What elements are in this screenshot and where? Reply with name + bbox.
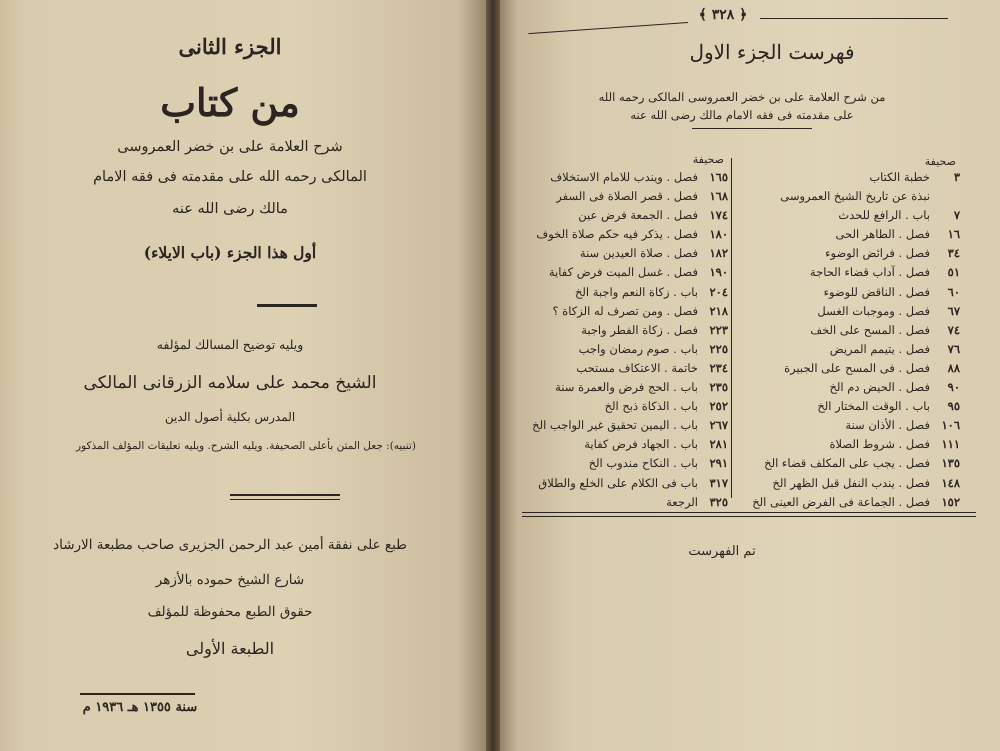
toc-entry [760,323,960,342]
toc-entry-page: ١٩٠ [709,265,728,280]
toc-entry-title: فصل . يتيمم المريض [829,341,930,356]
header-rule-left [528,22,688,34]
toc-entry-page: ٣ [953,170,960,184]
toc-entry-title: فصل . آداب قضاء الحاجة [809,265,930,280]
toc-entry-page: ٢٣٤ [709,360,728,375]
toc-entry-title: نبذة عن تاريخ الشيخ العمروسى [780,189,930,204]
toc-entry-page: ٢٢٥ [709,341,728,356]
toc-entry [510,227,728,246]
toc-entry-page: ١١١ [941,437,960,452]
toc-entry-page: ١٧٤ [709,208,728,223]
toc-entry-page: ٧٤ [947,322,960,337]
toc-entry-page: ٦٠ [947,284,960,299]
toc-entry [752,494,960,514]
toc-entry [510,208,728,227]
toc-entry [760,265,960,284]
toc-entry-title: باب فى الكلام على الخلع والطلاق [538,475,698,490]
toc-entry [510,285,728,304]
title-page [0,0,492,751]
toc-entry-page: ١٠٦ [941,418,960,433]
toc-entry-title: فصل . زكاة الفطر واجبة [581,322,698,337]
title-line-3: مالك رضى الله عنه [172,201,288,217]
toc-entry-title: فصل . فى المسح على الجبيرة [784,360,930,375]
col-heading-right: صحيفة [924,155,956,168]
toc-entry-page: ٢٣٥ [709,380,728,395]
toc-entry [760,437,960,456]
toc-entry-title: باب . الذكاة ذبح الخ [604,399,698,414]
toc-entry [510,323,728,342]
toc-entry-title: باب . الوقت المختار الخ [817,399,930,414]
toc-entry [510,361,728,380]
copyright-line: حقوق الطبع محفوظة للمؤلف [147,604,313,620]
toc-entry [760,399,960,418]
printer-line: طبع على نفقة أمين عبد الرحمن الجزيرى صاحب مطبعة الارشاد [53,537,407,553]
toc-entry [760,170,960,189]
toc-entry-title: فصل . الأذان سنة [845,418,930,433]
toc-entry [510,304,728,323]
toc-entry [510,418,728,437]
toc-entry-page: ٢٢٣ [709,322,728,337]
toc-entry-page: ٧ [953,208,960,223]
toc-entry [760,456,960,475]
toc-entry-page: ٧٦ [947,341,960,356]
toc-entry-title: فصل . الطاهر الحى [835,227,930,242]
toc-entry [510,380,728,399]
footer-rule-1 [522,512,976,513]
toc-entry-page: ٢٠٤ [709,284,728,299]
toc-page [492,0,1000,751]
toc-entry [510,437,728,456]
toc-entry-title: باب . زكاة النعم واجبة الخ [574,284,698,299]
toc-entry-page: ٢١٨ [709,303,728,318]
toc-entry [760,361,960,380]
toc-entry-title: فصل . الجمعة فرض عين [578,208,698,223]
toc-entry [760,285,960,304]
book-gutter [486,0,500,751]
col-heading-left: صحيفة [692,153,724,166]
toc-entry-title: الرجعة [666,494,698,509]
column-divider [731,158,732,498]
divider-2 [230,494,340,496]
toc-entry-title: فصل . يذكر فيه حكم صلاة الخوف [536,227,698,242]
edition-line: الطبعة الأولى [185,639,275,658]
toc-entry-title: فصل . وموجبات الغسل [817,303,930,318]
toc-entry-page: ٣٢٥ [709,494,728,509]
toc-entry-title: فصل . ويندب للامام الاستخلاف [550,170,698,184]
toc-entry-page: ٢٥٢ [709,399,728,414]
toc-entry-page: ١٨٢ [709,246,728,261]
toc-entry-title: فصل . المسح على الخف [810,322,930,337]
toc-entry-title: باب . الحج فرض والعمرة سنة [555,380,698,395]
toc-entry [760,304,960,323]
toc-entry-title: فصل . شروط الصلاة [829,437,930,452]
toc-entry-page: ١٦ [947,227,960,242]
toc-entry [760,246,960,265]
toc-entry-title: خاتمة . الاعتكاف مستحب [576,360,698,375]
toc-entry-title: فصل . يجب على المكلف قضاء الخ [764,456,930,471]
toc-entry-title: باب . الرافع للحدث [838,208,930,223]
subtitle-rule [692,128,812,129]
publication-date: سنة ١٣٥٥ هـ ١٩٣٦ م [82,700,198,715]
toc-end: تم الفهرست [688,544,756,559]
toc-entry-title: فصل . صلاة العيدين سنة [579,246,698,261]
toc-entry-title: باب . اليمين تحقيق غير الواجب الخ [532,418,698,433]
toc-entry-title: فصل . ومن تصرف له الزكاة ؟ [552,303,698,318]
toc-entry [510,342,728,361]
toc-entry-title: فصل . الناقض للوضوء [823,284,930,299]
toc-entry-page: ٢٩١ [709,456,728,471]
toc-entry-page: ١٦٨ [709,189,728,204]
author-title-line: المدرس بكلية أصول الدين [164,410,296,424]
toc-entry-page: ٢٦٧ [709,418,728,433]
address-line: شارع الشيخ حموده بالأزهر [155,572,305,588]
toc-entry-title: فصل . الجماعة فى الفرض العينى الخ [752,494,930,509]
toc-entry [510,495,728,514]
toc-entry-title: خطبة الكتاب [869,170,930,184]
title-line-1: شرح العلامة على بن خضر العمروسى [117,139,343,155]
footer-rule-2 [522,516,976,517]
author-line: الشيخ محمد على سلامه الزرقانى المالكى [83,373,377,393]
part-start-line: أول هذا الجزء (باب الايلاء) [143,243,317,262]
toc-entry-page: ٨٨ [947,360,960,375]
toc-entry [510,246,728,265]
toc-entry-title: فصل . قصر الصلاة فى السفر [556,189,698,204]
toc-subtitle-2: على مقدمته فى فقه الامام مالك رضى الله عنه [630,108,854,122]
toc-column-left [510,170,728,514]
divider-3 [230,499,340,500]
toc-entry [760,189,960,208]
toc-entry-page: ٣٤ [947,246,960,261]
page-number: ﴿ ٣٢٨ ﴾ [698,7,748,23]
toc-entry [510,476,728,495]
toc-entry-title: باب . صوم رمضان واجب [578,341,698,356]
toc-entry [760,208,960,227]
toc-entry-page: ٥١ [947,265,960,280]
toc-entry [760,418,960,437]
toc-entry [510,399,728,418]
header-rule-right [760,18,948,19]
part-label: الجزء الثانى [178,34,282,59]
notice-line: (تنبيه): جعل المتن بأعلى الصحيفة. ويليه الشرح. ويليه تعليقات المؤلف المذكور [76,440,416,452]
toc-column-right [752,170,960,514]
toc-entry-page: ٩٥ [947,399,960,414]
commentary-line: ويليه توضيح المسالك لمؤلفه [156,337,304,352]
toc-entry-title: فصل . يندب النفل قبل الظهر الخ [772,475,930,490]
toc-entry [510,189,728,208]
date-rule [80,693,195,695]
divider [257,304,317,307]
toc-entry [760,342,960,361]
toc-entry-page: ٢٨١ [709,437,728,452]
toc-entry [760,476,960,495]
toc-entry-title: باب . الجهاد فرض كفاية [584,437,698,452]
toc-entry-page: ٩٠ [947,380,960,395]
toc-entry [510,265,728,284]
toc-entry-title: فصل . الحيض دم الخ [829,380,930,395]
toc-subtitle-1: من شرح العلامة على بن خضر العمروسى المالكى رحمه الله [598,90,886,104]
toc-entry-title: باب . النكاح مندوب الخ [588,456,698,471]
toc-entry [510,170,728,189]
toc-entry [760,227,960,246]
toc-title: فهرست الجزء الاول [689,40,855,64]
toc-entry-title: فصل . غسل الميت فرض كفاية [548,265,698,280]
title-line-2: المالكى رحمه الله على مقدمته فى فقه الامام [93,169,367,185]
toc-entry-page: ٣١٧ [709,475,728,490]
toc-entry-page: ١٣٥ [941,456,960,471]
toc-entry-page: ١٤٨ [941,475,960,490]
toc-entry-page: ١٥٢ [941,494,960,509]
toc-entry-page: ٦٧ [947,303,960,318]
toc-entry-page: ١٨٠ [709,227,728,242]
toc-entry [510,456,728,475]
toc-entry-page: ١٦٥ [709,170,728,184]
toc-entry-title: فصل . فرائض الوضوء [825,246,930,261]
toc-entry [760,380,960,399]
book-heading: من كتاب [160,80,300,125]
